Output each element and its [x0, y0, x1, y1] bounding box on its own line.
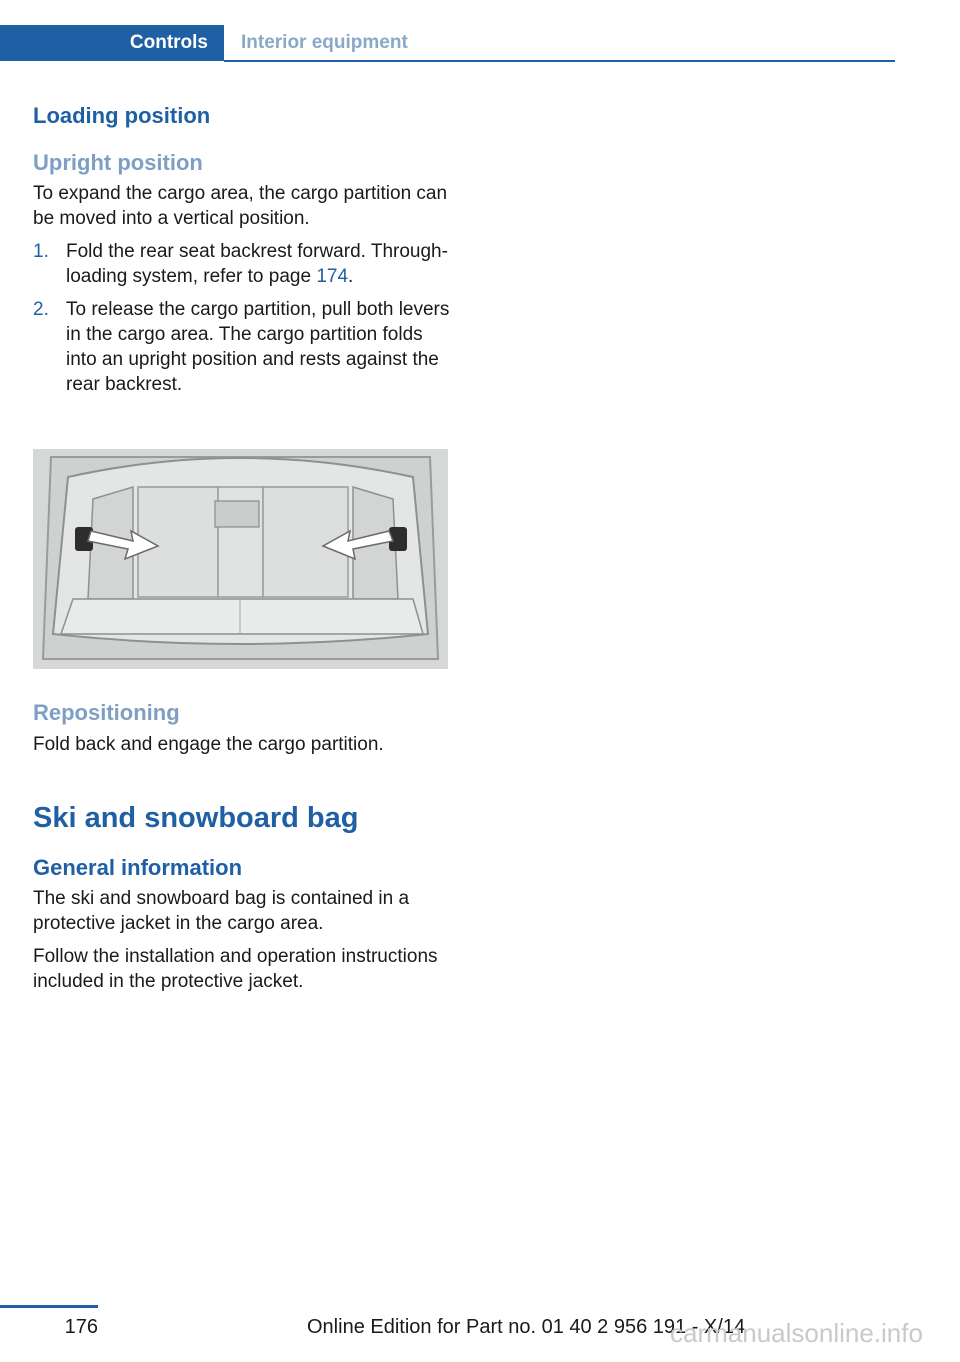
page-number: 176 — [64, 1316, 98, 1338]
edition-text: Online Edition for Part no. 01 40 2 956 191 - X/14 — [307, 1316, 746, 1338]
general-information-heading: General information — [33, 855, 243, 880]
step-number: 1. — [33, 241, 49, 262]
tab-interior-equipment[interactable] — [224, 25, 444, 61]
chapter-header — [0, 0, 895, 62]
general-information-text-2: Follow the installation and operation instructions included in the protective jacket. — [33, 946, 438, 992]
general-information-text-1: The ski and snowboard bag is contained in a protective jacket in the cargo area. — [33, 888, 410, 934]
tab-controls-label: Controls — [129, 32, 208, 53]
cargo-area-illustration — [33, 449, 448, 669]
ski-bag-section — [33, 802, 453, 994]
step-text: To release the cargo partition, pull both levers in the cargo area. The cargo partition folds into an upright position and rests against the rear backrest. — [66, 299, 450, 395]
footer-rule — [0, 1305, 98, 1308]
repositioning-heading: Repositioning — [33, 700, 180, 725]
loading-position-heading: Loading position — [33, 103, 211, 128]
tab-controls[interactable] — [0, 25, 224, 61]
step-text: Fold the rear seat backrest forward. Through-loading system, refer to page — [66, 241, 448, 287]
upright-position-heading: Upright position — [33, 150, 203, 175]
step-item — [33, 239, 453, 289]
step-text-end: . — [348, 266, 354, 287]
repositioning-section — [33, 700, 453, 757]
tab-interior-equipment-label: Interior equipment — [241, 32, 408, 53]
cargo-partition-figure — [33, 449, 448, 669]
page-link[interactable]: 174 — [316, 266, 349, 287]
header-rule — [224, 60, 895, 62]
step-number: 2. — [33, 299, 49, 320]
step-item — [33, 297, 453, 397]
loading-section — [33, 103, 453, 397]
repositioning-text: Fold back and engage the cargo partition. — [33, 734, 384, 755]
upright-position-text: To expand the cargo area, the cargo partition can be moved into a vertical position. — [33, 183, 448, 229]
ski-bag-heading: Ski and snowboard bag — [33, 802, 359, 834]
steps-list — [33, 239, 453, 397]
watermark: carmanualsonline.info — [670, 1318, 923, 1348]
